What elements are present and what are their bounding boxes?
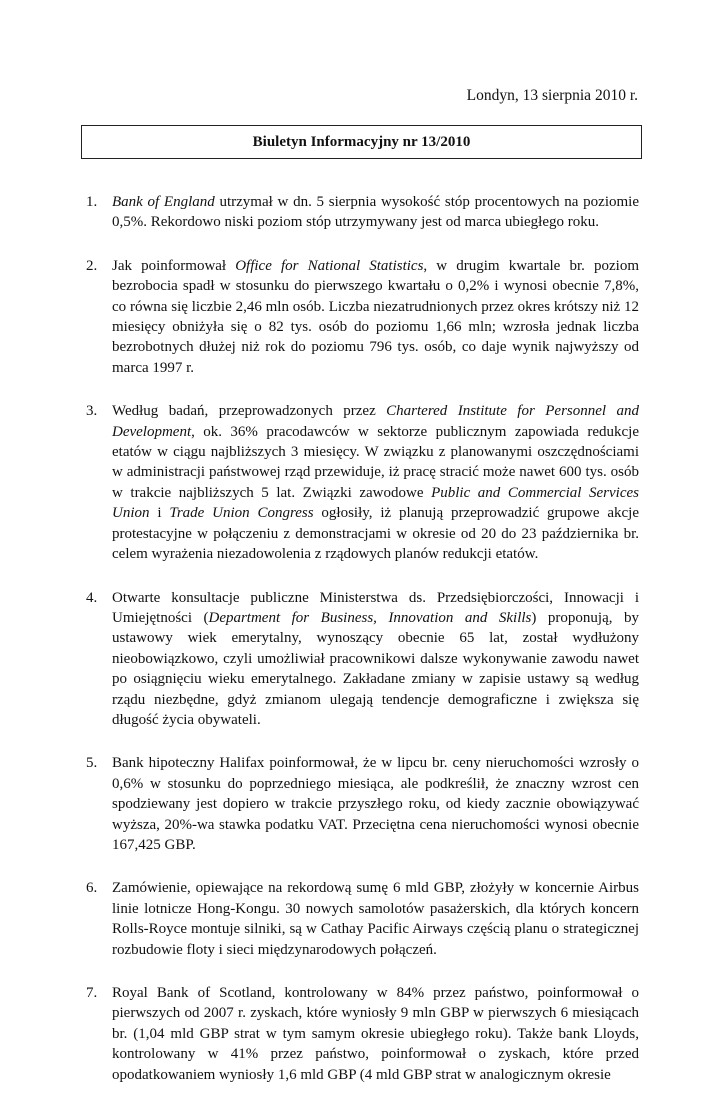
text-segment: Zamówienie, opiewające na rekordową sumę 6 mld GBP, złożyły w koncernie Airbus linie lotnicze Hong-Kongu. 30 nowych samolotów pasażerskich, dla których koncern Rolls-Royce montuje silniki, są w Cathay Pacific Airways częścią planu o strategicznej rozbudowie floty i sieci międzynarodowych połączeń. (112, 880, 639, 958)
italic-name: Chartered Institute for Personnel and Development (112, 403, 639, 440)
italic-name: Bank of England (112, 194, 215, 210)
text-segment: ) proponują, by ustawowy wiek emerytalny, wynoszący obecnie 65 lat, został wydłużony nieobowiązkowo, czyli umożliwiał pracownikowi dalsze wykonywanie zawodu nawet po osiągnięciu wieku emerytalnego. Zakładane zmiany w zapisie ustawy są według rządu niezbędne, gdyż zmianom ulegają tendencje demograficzne i zwiększa się długość życia obywateli. (112, 609, 639, 728)
list-item-number: 1. (86, 194, 98, 210)
italic-name: Office for National Statistics (235, 257, 424, 274)
bulletin-list (0, 192, 725, 1108)
list-item-number: 5. (86, 755, 98, 772)
italic-name: Public and Commercial Services Union (112, 484, 639, 522)
document-title: Biuletyn Informacyjny nr 13/2010 (252, 134, 471, 150)
list-item-text (112, 983, 639, 1085)
list-item-text (112, 192, 639, 233)
document-date: Londyn, 13 sierpnia 2010 r. (466, 87, 638, 104)
italic-name: Trade Union Congress (169, 505, 314, 522)
list-item (0, 753, 725, 855)
text-segment: Jak poinformował (112, 257, 236, 274)
list-item-number: 7. (86, 985, 98, 1001)
text-segment: Otwarte konsultacje publiczne Ministerstwa ds. Przedsiębiorczości, Innowacji i Umiejętności ( (112, 589, 639, 626)
text-segment: utrzymał w dn. 5 sierpnia wysokość stóp procentowych na poziomie 0,5%. Rekordowo niski poziom stóp utrzymywany jest od marca ubiegłego roku. (112, 194, 639, 231)
text-segment: ogłosiły, iż planują przeprowadzić grupowe akcje protestacyjne w połączeniu z demonstracjami w okresie od 20 do 23 października br. celem wyrażenia niezadowolenia z rządowych planów redukcji etatów. (112, 505, 639, 563)
list-item-number: 2. (86, 257, 98, 274)
list-item (0, 401, 725, 564)
italic-name: Department for Business, Innovation and Skills (208, 609, 532, 626)
list-item-number: 6. (86, 880, 98, 897)
list-item-number: 3. (86, 403, 98, 420)
list-item-text (112, 878, 639, 960)
list-item-number: 4. (86, 589, 98, 606)
list-item (0, 983, 725, 1085)
list-item-text (112, 753, 639, 855)
text-segment: i (149, 505, 170, 522)
text-segment: , ok. 36% pracodawców w sektorze publicznym zapowiada redukcje etatów w ciągu najbliższych 3 miesięcy. W związku z planowanymi oszczędnościami w administracji państwowej rząd przewiduje, iż pracę stracić może nawet 600 tys. osób w trakcie najbliższych 5 lat. Związki zawodowe (112, 423, 639, 501)
text-segment: Royal Bank of Scotland, kontrolowany w 84% przez państwo, poinformował o pierwszych od 2007 r. zyskach, które wyniosły 9 mln GBP w pierwszych 6 miesiącach br. (1,04 mld GBP strat w tym samym okresie ubiegłego roku). Także bank Lloyds, kontrolowany w 41% przez państwo, poinformował o zyskach, które przed opodatkowaniem wyniosły 1,6 mld GBP (4 mld GBP strat w analogicznym okresie (112, 985, 639, 1083)
title-box (81, 125, 642, 159)
text-segment: , w drugim kwartale br. poziom bezrobocia spadł w stosunku do pierwszego kwartału o 0,2% i wynosi obecnie 7,8%, co równa się liczbie 2,46 mln osób. Liczba niezatrudnionych przez okres krótszy niż 12 miesięcy obniżyła się o 82 tys. osób do poziomu 1,66 mln; wzrosła jednak liczba bezrobotnych dłużej niż rok do poziomu 796 tys. osób, co daje wynik najwyższy od marca 1997 r. (112, 257, 639, 376)
text-segment: Według badań, przeprowadzonych przez (112, 403, 387, 420)
list-item (0, 588, 725, 731)
list-item (0, 256, 725, 378)
list-item-text (112, 588, 639, 731)
list-item (0, 878, 725, 960)
text-segment: Bank hipoteczny Halifax poinformował, że w lipcu br. ceny nieruchomości wzrosły o 0,6% w stosunku do poprzedniego miesiąca, ale podkreślił, że znaczny wzrost cen spodziewany jest dopiero w trakcie przyszłego roku, od kiedy zacznie obowiązywać wyższa, 20%-wa stawka podatku VAT. Przeciętna cena nieruchomości wynosi obecnie 167,425 GBP. (112, 755, 639, 853)
list-item-text (112, 401, 639, 564)
list-item-text (112, 256, 639, 378)
list-item (0, 192, 725, 233)
